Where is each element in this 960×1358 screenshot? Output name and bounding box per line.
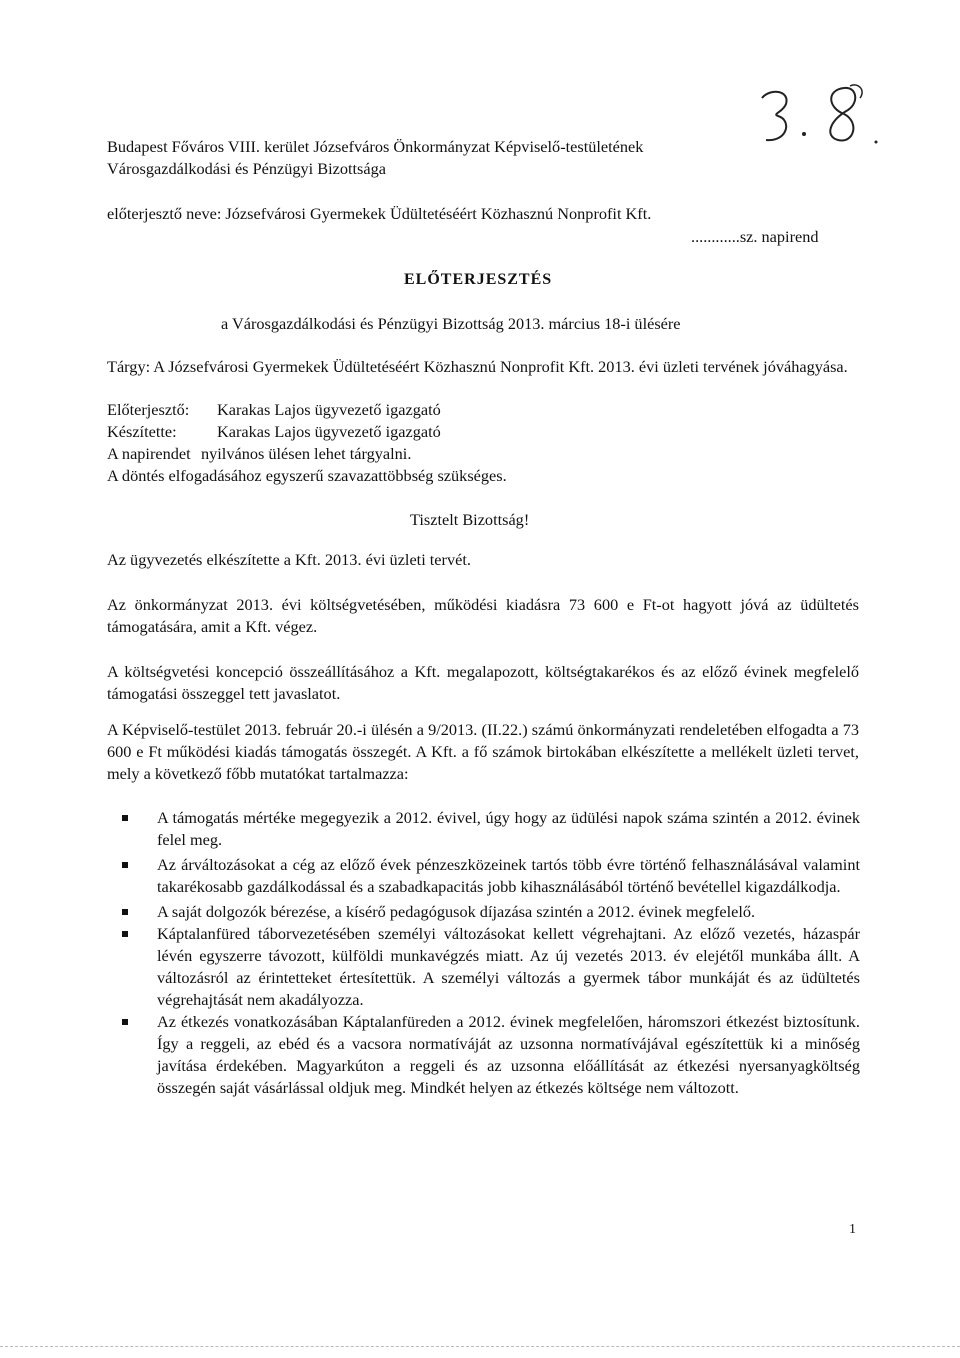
bullet-icon: [122, 862, 128, 868]
subject-line: Tárgy: A Józsefvárosi Gyermekek Üdültetéséért Közhasznú Nonprofit Kft. 2013. évi üzleti tervének jóváhagyása.: [107, 357, 848, 376]
prepared-label: Készítette:: [107, 422, 177, 441]
paragraph-2: Az önkormányzat 2013. évi költségvetésében, működési kiadásra 73 600 e Ft-ot hagyott jóvá az üdültetés támogatására, amit a Kft. végez.: [107, 595, 859, 636]
list-item-text: Az étkezés vonatkozásában Káptalanfüreden a 2012. évinek megfelelően, háromszori étkezést biztosítunk. Így a reggeli, az ebéd és a vacsora normatíváját az uzsonna normatívájával egészítettük ki a minőség javítása érdekében. Magyarkúton a reggeli és az uzsonna előállítását az étkezési nyersanyagköltség összegén saját vásárlással oldjuk meg. Mindkét helyen az étkezés költsége nem változott.: [157, 1012, 860, 1097]
presenter-value: Karakas Lajos ügyvezető igazgató: [217, 400, 441, 419]
indicator-list: [122, 807, 860, 1099]
public-row: [107, 444, 411, 464]
list-item: [122, 901, 860, 923]
list-item-text: Káptalanfüred táborvezetésében személyi változásokat kellett végrehajtani. Az előző vezetés, házaspár lévén egyszerre távozott, külföldi munkavégzés miatt. Az új vezetés 2013. év elejétől munkába állt. A változásról az érintetteket értesítettük. A személyi változás a gyermek tábor munkáját és az üdültetés végrehajtását nem akadályozza.: [157, 924, 860, 1009]
list-item-text: Az árváltozásokat a cég az előző évek pénzeszközeinek tartós több évre történő felhasználásával valamint takarékosabb gazdálkodással és a szabadkapacitás jobb kihasználásából történő bevétellel kigazdálkodja.: [157, 855, 860, 896]
presenter-name: előterjesztő neve: Józsefvárosi Gyermekek Üdültetéséért Közhasznú Nonprofit Kft.: [107, 204, 652, 223]
list-item-text: A saját dolgozók bérezése, a kísérő pedagógusok díjazása szintén a 2012. évinek megfelelő.: [157, 902, 756, 921]
paragraph-4: A Képviselő-testület 2013. február 20.-i ülésén a 9/2013. (II.22.) számú önkormányzati rendeletében elfogadta a 73 600 e Ft működési kiadás támogatás összegét. A Kft. a fő számok birtokában elkészítette a mellékelt üzleti tervet, mely a következő főbb mutatókat tartalmazza:: [107, 720, 859, 783]
agenda-item: ............sz. napirend: [691, 227, 819, 246]
page-edge-line: [0, 1346, 960, 1348]
paragraph-3: A költségvetési koncepció összeállításához a Kft. megalapozott, költségtakarékos és az előző évinek megfelelő támogatási összeggel tett javaslatot.: [107, 662, 859, 703]
bullet-icon: [122, 909, 128, 915]
presenter-label: Előterjesztő:: [107, 400, 190, 419]
prepared-row: [107, 422, 441, 442]
handwritten-mark: [756, 84, 886, 154]
list-item: [122, 854, 860, 898]
public-value: nyilvános ülésen lehet tárgyalni.: [201, 444, 412, 463]
salutation: Tisztelt Bizottság!: [410, 510, 530, 529]
list-item: [122, 807, 860, 851]
paragraph-1: Az ügyvezetés elkészítette a Kft. 2013. évi üzleti tervét.: [107, 550, 471, 569]
header-line-2: Városgazdálkodási és Pénzügyi Bizottsága: [107, 159, 386, 178]
meeting-subtitle: a Városgazdálkodási és Pénzügyi Bizottság 2013. március 18-i ülésére: [221, 314, 681, 333]
header-line-1: Budapest Főváros VIII. kerület Józsefváros Önkormányzat Képviselő-testületének: [107, 137, 644, 156]
presenter-row: [107, 400, 441, 420]
bullet-icon: [122, 1019, 128, 1025]
list-item: [122, 1011, 860, 1099]
public-label: A napirendet: [107, 444, 191, 463]
handwritten-mark-drawing: [756, 84, 886, 154]
list-item: [122, 923, 860, 1011]
bullet-icon: [122, 815, 128, 821]
list-item-text: A támogatás mértéke megegyezik a 2012. évivel, úgy hogy az üdülési napok száma szintén a 2012. évinek felel meg.: [157, 808, 860, 849]
page-number: 1: [849, 1222, 856, 1237]
document-title: ELŐTERJESZTÉS: [404, 271, 553, 288]
bullet-icon: [122, 931, 128, 937]
prepared-value: Karakas Lajos ügyvezető igazgató: [217, 422, 441, 441]
decision-line: A döntés elfogadásához egyszerű szavazattöbbség szükséges.: [107, 466, 507, 485]
